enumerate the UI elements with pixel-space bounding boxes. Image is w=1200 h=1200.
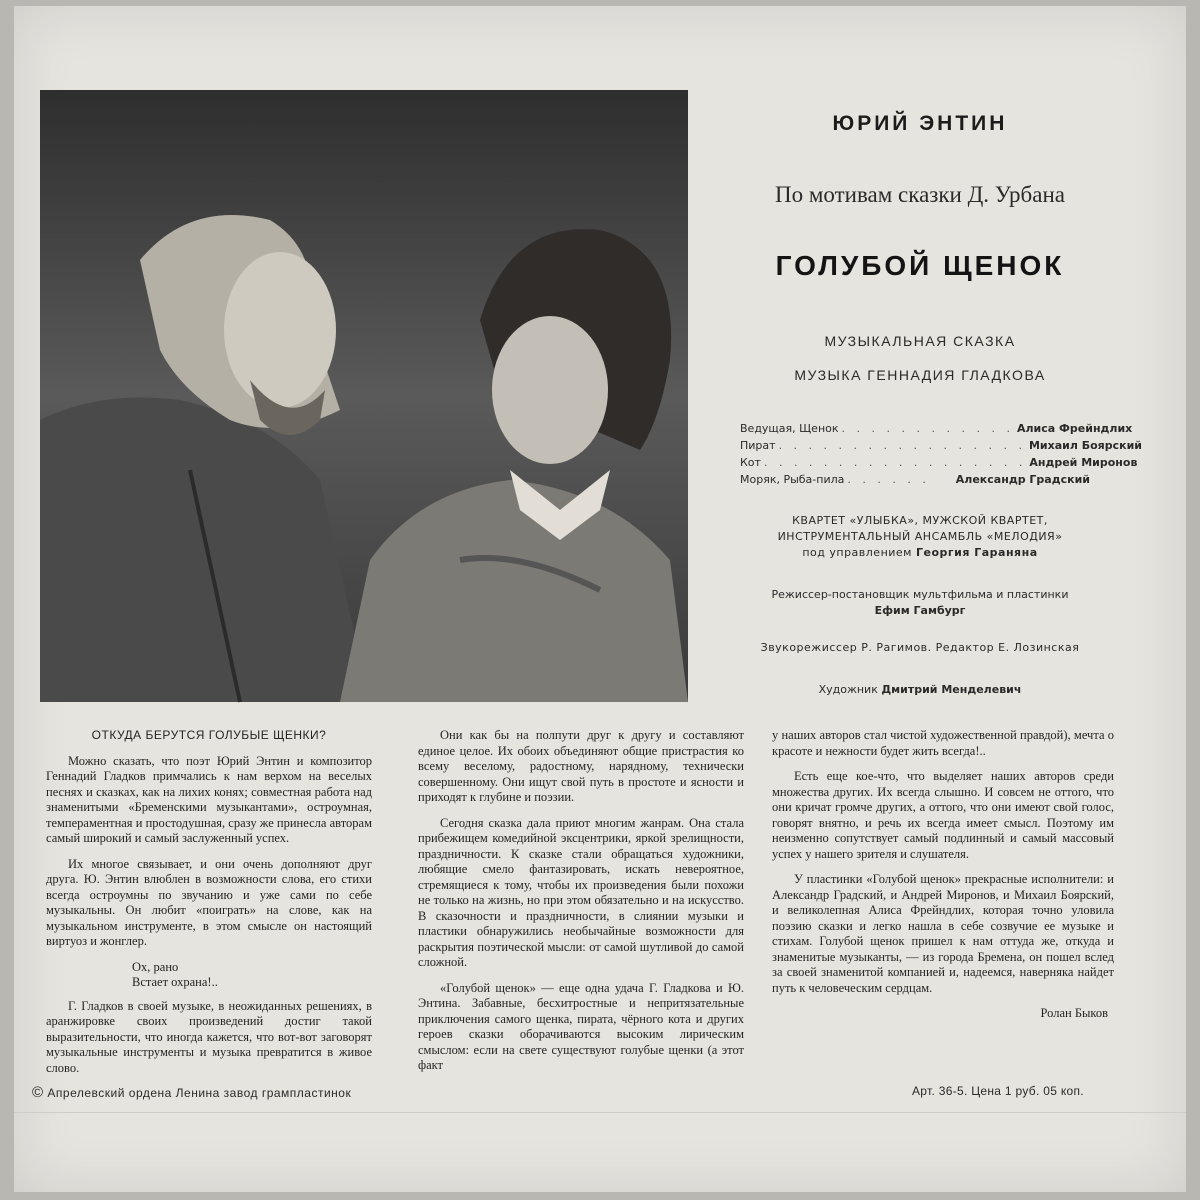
cast-leader-dots: . . . . . . [847,473,930,486]
article-paragraph: У пластинки «Голубой щенок» прекрасные исполнители: и Александр Градский, и Андрей Миронов, и Михаил Боярский, и великолепная Алиса Фрейндлих, которая точно уловила поэзию сказки и легко нашла в себе созвучие ее музыке и стихам. Голубой щенок пришел к нам оттуда же, откуда и знаменитые музыканты, — из города Бремена, он пошел вслед за своей знаменитой компанией и, надеемся, наверняка найдет путь к человеческим сердцам. [772,872,1114,995]
based-on-line: По мотивам сказки Д. Урбана [775,182,1065,207]
cast-role: Ведущая, Щенок [740,422,839,435]
sound-editor-credits: Звукорежиссер Р. Рагимов. Редактор Е. Лозинская [760,641,1080,654]
cast-row [740,471,1090,488]
cast-leader-dots: . . . . . . . . . . . . [841,422,1014,435]
article-column-2 [418,728,744,1084]
conductor-line [700,545,1140,561]
photo-two-men [40,90,688,702]
article-paragraph: Г. Гладков в своей музыке, в неожиданных решениях, в аранжировке своих произведений достиг такой выразительности, что иногда кажется, что вот-вот заговорят музыкальные инструменты и музыка превратится в живое слово. [46,998,372,1075]
sleeve-seam [14,1112,1186,1113]
cast-actor: Андрей Миронов [1029,456,1138,469]
artist-label: Художник [818,683,878,696]
cast-row [740,437,1142,454]
article-paragraph: Можно сказать, что поэт Юрий Энтин и композитор Геннадий Гладков примчались к нам верхом на веселых песнях и сказках, как на лихих конях; совместная работа над знаменитыми «Бременскими музыкантами», остроумная, темпераментная и простодушная, сразу же принесла авторам самый широкий и самый заслуженный успех. [46,753,372,845]
cast-role: Пират [740,439,776,452]
cast-actor: Михаил Боярский [1028,439,1142,452]
cast-role: Кот [740,456,761,469]
article-paragraph: у наших авторов стал чистой художественной правдой), мечта о красоте и нежности будет жить всегда!.. [772,728,1114,758]
verse-quote [46,960,372,991]
verse-line: Встает охрана!.. [132,975,218,989]
cast-role: Моряк, Рыба-пила [740,473,845,486]
article-paragraph: Они как бы на полпути друг к другу и составляют единое целое. Их обоих объединяют общие пристрастия ко всему веселому, радостному, нарядному, технически совершенному. Они ищут свой путь в простоте и ясности и приходят к глубине и поэзии. [418,728,744,804]
price-line: Арт. 36-5. Цена 1 руб. 05 коп. [912,1084,1084,1098]
cast-row [740,454,1138,471]
publisher-name: Апрелевский ордена Ленина завод грампластинок [47,1086,352,1100]
cast-list [740,420,1142,488]
cast-leader-dots: . . . . . . . . . . . . . . . . . [778,439,1026,452]
director-name: Ефим Гамбург [874,604,966,617]
cast-actor: Александр Градский [955,473,1090,486]
article-paragraph: Сегодня сказка дала приют многим жанрам. Она стала прибежищем комедийной эксцентрики, яркой зрелищности, праздничности. К сказке стали обращаться художники, любящие смело фантазировать, искать невероятное, стремящиеся к тому, чтобы их произведения были похожи не только на жизнь, но при этом обязательно и на искусство. В сказочности и праздничности, в слиянии музыки и пластики обнаружились необычайные возможности для раскрытия поэтической мысли: от самой шутливой до самой сложной. [418,815,744,969]
publisher-line [32,1084,351,1101]
article-column-3 [772,728,1114,1032]
artist-name: Дмитрий Менделевич [881,683,1022,696]
article-paragraph: Их многое связывает, и они очень дополняют друг друга. Ю. Энтин влюблен в возможности слова, его стихи всегда остроумны по звучанию и уже сами по себе музыкальны. Он любит «поиграть» на слове, как на музыкальном инструменте, в этом смысле он настоящий виртуоз и жонглер. [46,856,372,948]
article-column-1 [46,728,372,1086]
ensemble-line-2: ИНСТРУМЕНТАЛЬНЫЙ АНСАМБЛЬ «МЕЛОДИЯ» [777,530,1063,543]
verse-line: Ох, рано [132,959,179,974]
cast-row [740,420,1133,437]
director-label: Режиссер-постановщик мультфильма и пластинки [771,588,1069,601]
copyright-icon: © [32,1084,44,1101]
record-title: ГОЛУБОЙ ЩЕНОК [775,250,1065,281]
artist-credits [700,683,1140,696]
conductor-name: Георгия Гараняна [915,546,1038,559]
genre-label: МУЗЫКАЛЬНАЯ СКАЗКА [824,333,1016,349]
cast-actor: Алиса Фрейндлих [1016,422,1133,435]
author-name: ЮРИЙ ЭНТИН [832,112,1008,135]
conductor-prefix: под управлением [802,546,912,559]
director-credits [700,587,1140,619]
cast-leader-dots: . . . . . . . . . . . . . . . . . . [763,456,1027,469]
article-paragraph: Есть еще кое-что, что выделяет наших авторов среди множества других. Их всегда слышно. И совсем не оттого, что они кричат громче других, а оттого, что они имеют свой голос, говорят внятно, и речь их всегда имеет смысл. Поэтому им неизменно сопутствует самый подлинный и самый массовый успех у нашего зрителя и слушателя. [772,769,1114,861]
ensemble-line-1: КВАРТЕТ «УЛЫБКА», МУЖСКОЙ КВАРТЕТ, [792,514,1048,527]
photo-illustration [40,90,688,702]
article-signature: Ролан Быков [1040,1006,1108,1020]
article-heading: ОТКУДА БЕРУТСЯ ГОЛУБЫЕ ЩЕНКИ? [91,728,327,742]
ensemble-credits [700,513,1140,561]
composer-label: МУЗЫКА ГЕННАДИЯ ГЛАДКОВА [794,367,1046,383]
article-paragraph: «Голубой щенок» — еще одна удача Г. Гладкова и Ю. Энтина. Забавные, бесхитростные и непритязательные приключения самого щенка, пирата, чёрного кота и других героев сказки оборачиваются высоким лирическим смыслом: если на свете существуют голубые щенки (а этот факт [418,980,744,1072]
